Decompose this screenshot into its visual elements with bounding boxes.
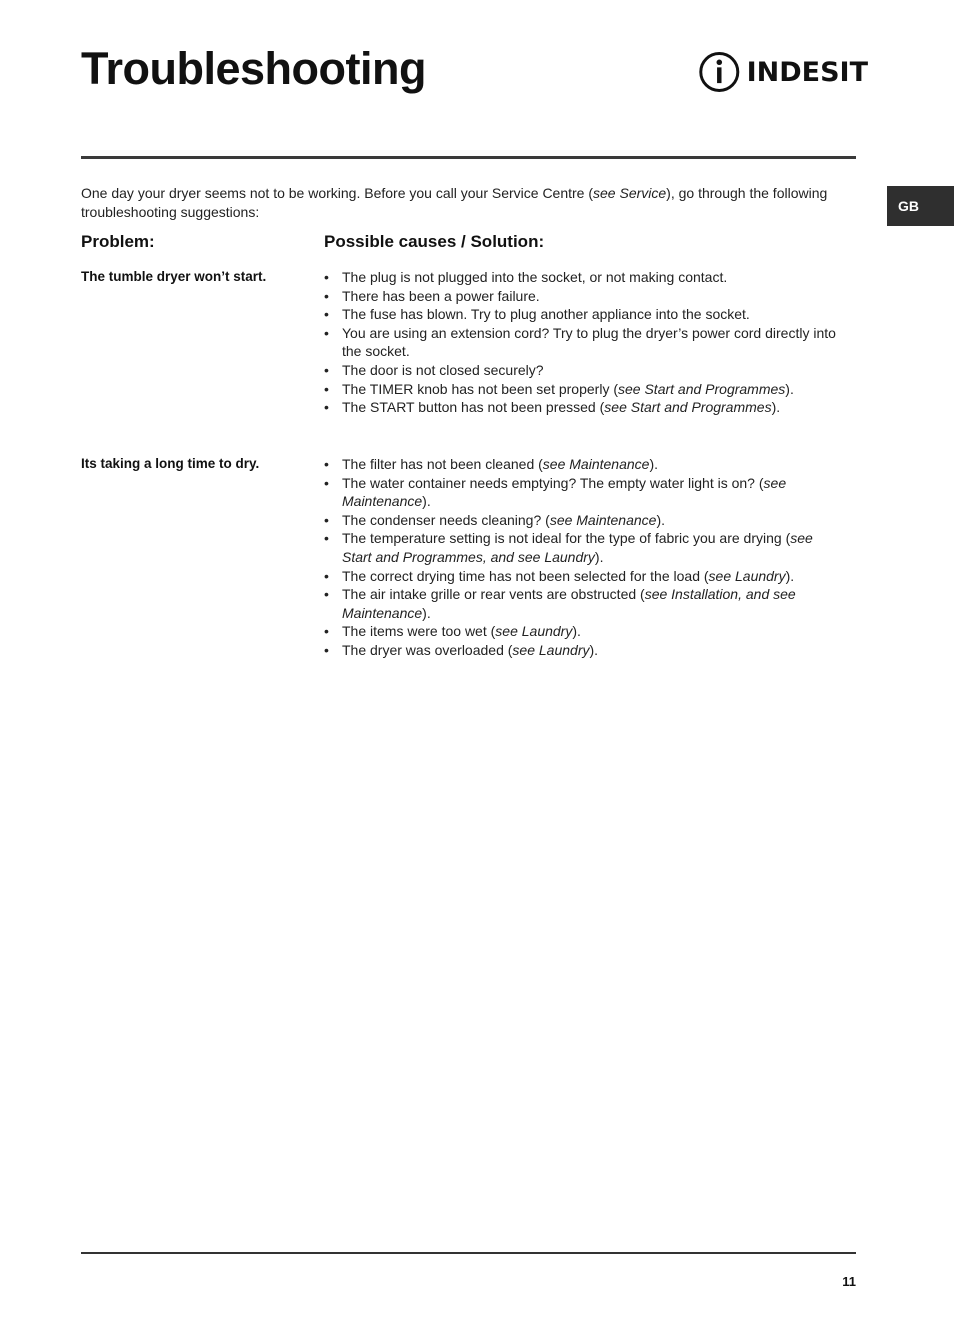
list-item: • The temperature setting is not ideal for the type of fabric you are drying (see Start and Programmes, and see Laundry).	[324, 529, 844, 566]
list-item: • The correct drying time has not been selected for the load (see Laundry).	[324, 567, 844, 586]
list-item: • The condenser needs cleaning? (see Maintenance).	[324, 511, 844, 530]
list-item: • The plug is not plugged into the socket, or not making contact.	[324, 268, 844, 287]
cause-list	[324, 268, 844, 417]
list-item: • The TIMER knob has not been set properly (see Start and Programmes).	[324, 380, 844, 399]
list-item: • The door is not closed securely?	[324, 361, 844, 380]
solution-column-heading: Possible causes / Solution:	[324, 232, 545, 251]
header-divider	[81, 156, 856, 159]
problem-column-heading: Problem:	[81, 232, 155, 251]
intro-text-end: ), go through the following troubleshooting suggestions:	[81, 185, 828, 220]
footer-divider	[81, 1252, 856, 1254]
problem-title: The tumble dryer won’t start.	[81, 269, 267, 284]
brand-name: INDESIT	[746, 56, 868, 88]
list-item: • The water container needs emptying? The empty water light is on? (see Maintenance).	[324, 474, 844, 511]
list-item: • The filter has not been cleaned (see Maintenance).	[324, 455, 844, 474]
list-item: • You are using an extension cord? Try to plug the dryer’s power cord directly into the socket.	[324, 324, 844, 361]
indesit-i-icon	[698, 49, 741, 95]
cause-list	[324, 455, 844, 660]
list-item: • The dryer was overloaded (see Laundry).	[324, 641, 844, 660]
page-title: Troubleshooting	[81, 43, 426, 94]
intro-text-start: One day your dryer seems not to be working. Before you call your Service Centre (	[81, 185, 594, 201]
problem-title: Its taking a long time to dry.	[81, 456, 260, 471]
brand-logo	[698, 48, 868, 96]
page-number: 11	[842, 1274, 856, 1289]
intro-paragraph	[81, 184, 841, 222]
list-item: • The air intake grille or rear vents are obstructed (see Installation, and see Maintenance).	[324, 585, 844, 622]
list-item: • The fuse has blown. Try to plug another appliance into the socket.	[324, 305, 844, 324]
intro-reference: see Service	[593, 185, 667, 201]
list-item: • The items were too wet (see Laundry).	[324, 622, 844, 641]
list-item: • There has been a power failure.	[324, 287, 844, 306]
language-tab: GB	[887, 186, 954, 226]
list-item: • The START button has not been pressed (see Start and Programmes).	[324, 398, 844, 417]
